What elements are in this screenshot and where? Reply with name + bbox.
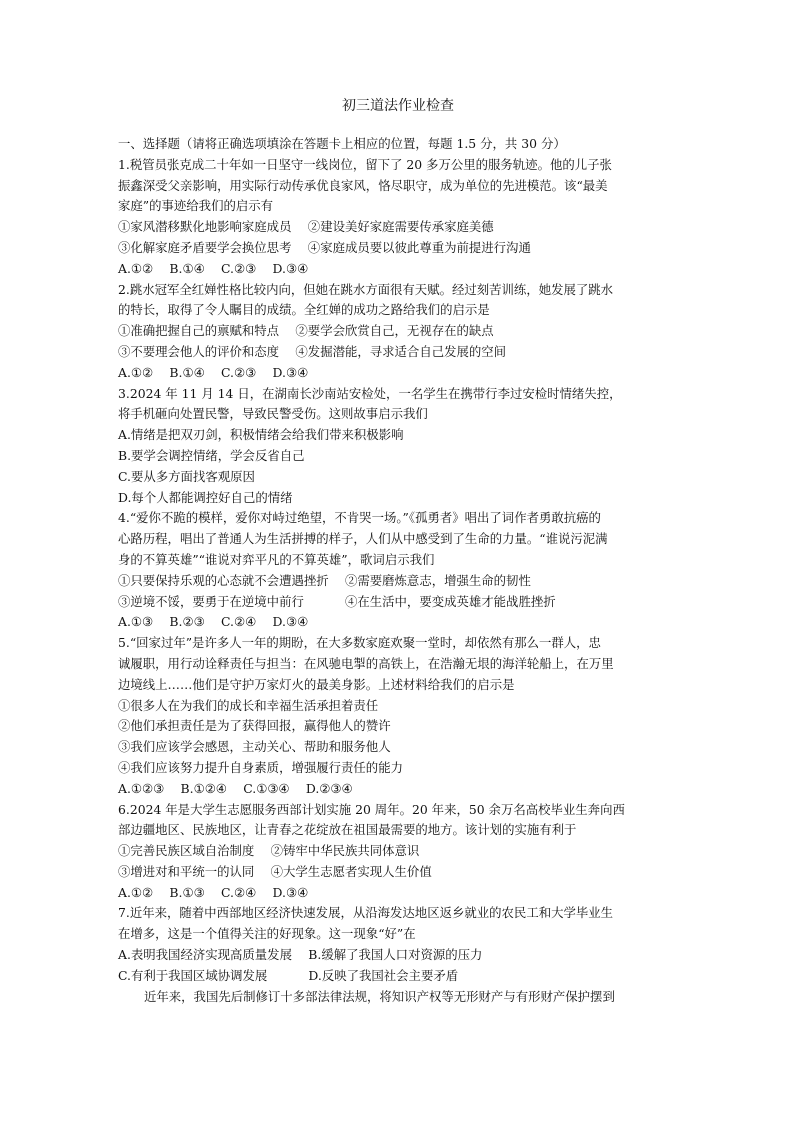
document-page: [118, 96, 678, 1007]
text-line: C.要从多方面找客观原因: [118, 468, 255, 484]
text-line: A.情绪是把双刃剑，积极情绪会给我们带来积极影响: [118, 427, 404, 443]
text-line: A.①②③ B.①②④ C.①③④ D.②③④: [118, 780, 353, 796]
text-line: 一、选择题（请将正确选项填涂在答题卡上相应的位置，每题 1.5 分，共 30 分）: [118, 136, 566, 151]
text-line: ①只要保持乐观的心态就不会遭遇挫折 ②需要磨炼意志，增强生命的韧性: [118, 572, 531, 588]
text-line: ①准确把握自己的禀赋和特点 ②要学会欣赏自己，无视存在的缺点: [118, 323, 494, 339]
text-line: ②他们承担责任是为了获得回报，赢得他人的赞许: [118, 718, 391, 734]
text-line: 心路历程，唱出了普通人为生活拼搏的样子，人们从中感受到了生命的力量。“谁说污泥满: [118, 531, 608, 547]
text-line: 在增多，这是一个值得关注的好现象。这一现象“好”在: [118, 926, 416, 942]
text-line: ③不要理会他人的评价和态度 ④发掘潜能，寻求适合自己发展的空间: [118, 343, 507, 359]
text-line: 部边疆地区、民族地区，让青春之花绽放在祖国最需要的地方。该计划的实施有利于: [118, 822, 577, 838]
text-line: A.①② B.①④ C.②③ D.③④: [118, 260, 309, 276]
text-line: 1.税管员张克成二十年如一日坚守一线岗位，留下了 20 多万公里的服务轨迹。他的儿子张: [118, 156, 612, 172]
text-line: 将手机砸向处置民警，导致民警受伤。这则故事启示我们: [118, 406, 428, 422]
text-line: 2.跳水冠军全红婵性格比较内向，但她在跳水方面很有天赋。经过刻苦训练，她发展了跳水: [118, 281, 614, 297]
text-line-last: 近年来，我国先后制修订十多部法律法规，将知识产权等无形财产与有形财产保护摆到: [144, 988, 615, 1004]
text-line: ①很多人在为我们的成长和幸福生活承担着责任: [118, 697, 379, 713]
text-line: A.①② B.①④ C.②③ D.③④: [118, 364, 309, 380]
text-line: 3.2024 年 11 月 14 日，在湖南长沙南站安检处，一名学生在携带行李过安检时情绪失控，: [118, 385, 622, 401]
question-body: [118, 134, 678, 987]
text-line: 身的不算英雄”“谁说对弈平凡的不算英雄”，歌词启示我们: [118, 551, 435, 567]
text-line: ④我们应该努力提升自身素质，增强履行责任的能力: [118, 759, 403, 775]
text-line: A.①③ B.②③ C.②④ D.③④: [118, 614, 309, 630]
text-line: ③增进对和平统一的认同 ④大学生志愿者实现人生价值: [118, 863, 432, 879]
page-title: 初三道法作业检查: [342, 98, 454, 114]
text-line: 6.2024 年是大学生志愿服务西部计划实施 20 周年。20 年来，50 余万名高校毕业生奔向西: [118, 801, 625, 817]
text-line: 诚履职，用行动诠释责任与担当：在风驰电掣的高铁上，在浩瀚无垠的海洋轮船上，在万里: [118, 655, 614, 671]
text-line: 振鑫深受父亲影响，用实际行动传承优良家风，恪尽职守，成为单位的先进模范。该“最美: [118, 177, 608, 193]
text-line: C.有利于我国区域协调发展 D.反映了我国社会主要矛盾: [118, 967, 459, 983]
text-line: 边境线上……他们是守护万家灯火的最美身影。上述材料给我们的启示是: [118, 676, 515, 692]
text-line: 5.“回家过年”是许多人一年的期盼，在大多数家庭欢聚一堂时，却依然有那么一群人，忠: [118, 635, 601, 651]
text-line: ③逆境不馁，要勇于在逆境中前行 ④在生活中，要变成英雄才能战胜挫折: [118, 593, 556, 609]
text-line: A.表明我国经济实现高质量发展 B.缓解了我国人口对资源的压力: [118, 947, 483, 963]
text-line: B.要学会调控情绪，学会反省自己: [118, 447, 305, 463]
text-line: 家庭”的事迹给我们的启示有: [118, 198, 274, 214]
text-line: 4.“爱你不跪的模样，爱你对峙过绝望，不肯哭一场。”《孤勇者》唱出了词作者勇敢抗癌的: [118, 510, 601, 526]
text-line: 的特长，取得了令人瞩目的成绩。全红婵的成功之路给我们的启示是: [118, 302, 490, 318]
text-line: ③我们应该学会感恩，主动关心、帮助和服务他人: [118, 739, 391, 755]
text-line: ③化解家庭矛盾要学会换位思考 ④家庭成员要以彼此尊重为前提进行沟通: [118, 239, 531, 255]
text-line: 7.近年来，随着中西部地区经济快速发展，从沿海发达地区返乡就业的农民工和大学毕业生: [118, 905, 614, 921]
text-line: D.每个人都能调控好自己的情绪: [118, 489, 293, 505]
text-line: ①完善民族区域自治制度 ②铸牢中华民族共同体意识: [118, 843, 420, 859]
text-line: A.①② B.①③ C.②④ D.③④: [118, 884, 309, 900]
text-line: ①家风潜移默化地影响家庭成员 ②建设美好家庭需要传承家庭美德: [118, 219, 494, 235]
